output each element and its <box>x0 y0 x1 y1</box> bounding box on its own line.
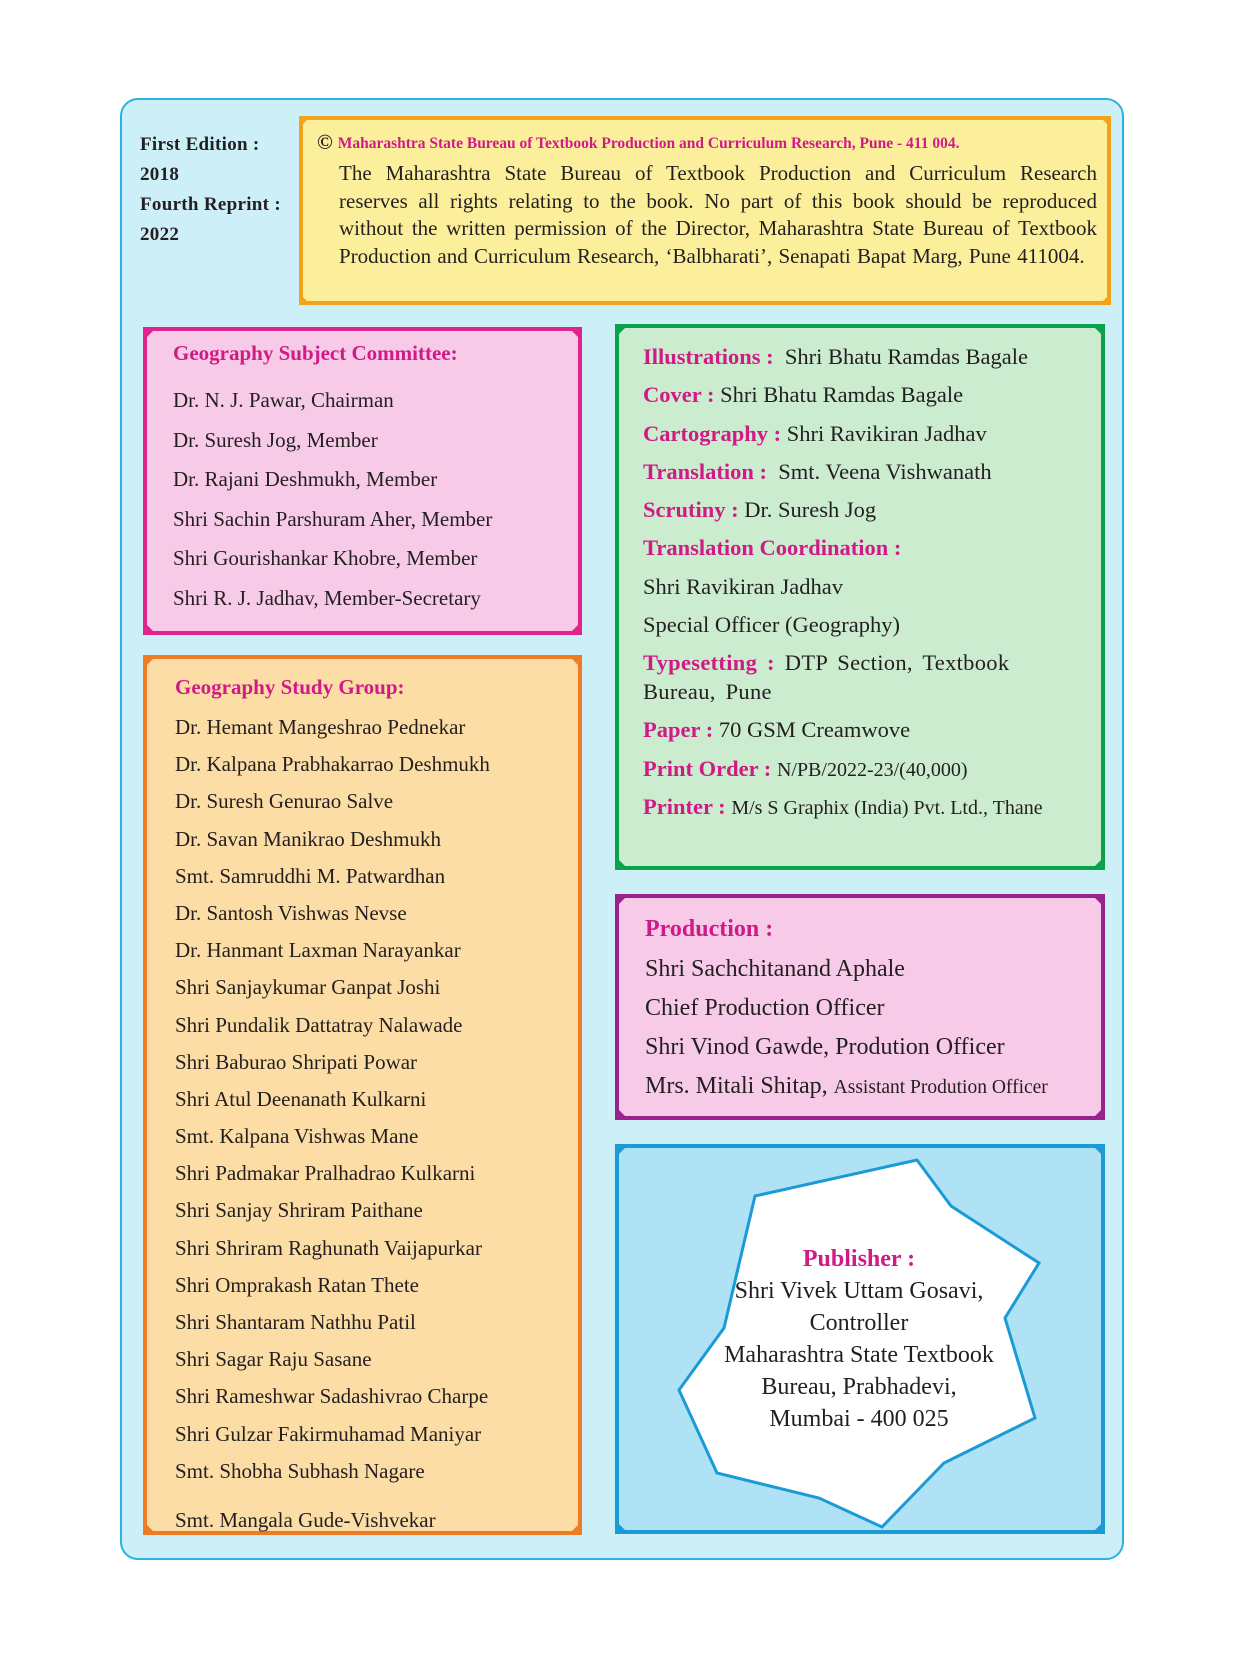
publisher-box <box>615 1144 1105 1534</box>
list-item: Dr. Suresh Genurao Salve <box>175 789 394 814</box>
subject-committee-title: Geography Subject Committee: <box>173 341 458 365</box>
publisher-line: Maharashtra State Textbook <box>724 1342 994 1368</box>
study-group-list <box>175 713 490 1532</box>
first-edition-label: First Edition : <box>140 134 260 155</box>
copyright-icon: © <box>317 130 333 154</box>
list-item: Smt. Samruddhi M. Patwardhan <box>175 863 446 888</box>
subject-committee-box <box>143 327 582 635</box>
list-item: Shri Sachin Parshuram Aher, Member <box>173 506 493 531</box>
list-item: Shri Omprakash Ratan Thete <box>175 1272 419 1297</box>
list-item: Smt. Mangala Gude-Vishvekar <box>175 1508 436 1532</box>
first-edition-year: 2018 <box>140 164 180 185</box>
list-item: Dr. Hemant Mangeshrao Pednekar <box>175 715 466 739</box>
credit-label: Cartography : <box>643 420 782 446</box>
copyright-body: The Maharashtra State Bureau of Textbook Production and Curriculum Research reserves all rights relating to the book. No part of this book should be reproduced without the written permission of the Director, Maharashtra State Bureau of Textbook Production and Curriculum Research, ‘Balbharati’, Senapati Bapat Marg, Pune 411004. <box>339 161 1097 268</box>
list-item: Shri Sanjaykumar Ganpat Joshi <box>175 975 441 1000</box>
credit-value: M/s S Graphix (India) Pvt. Ltd., Thane <box>731 796 1043 819</box>
publisher-line: Controller <box>809 1310 909 1336</box>
study-group-title: Geography Study Group: <box>175 675 405 699</box>
list-item: Dr. Santosh Vishwas Nevse <box>175 900 407 925</box>
credit-coordination-name: Shri Ravikiran Jadhav <box>643 573 843 599</box>
credit-print-order <box>643 754 1087 792</box>
production-list <box>645 954 1048 1110</box>
list-item: Dr. Savan Manikrao Deshmukh <box>175 826 441 851</box>
credit-coordination-role: Special Officer (Geography) <box>643 612 900 638</box>
publisher-title: Publisher : <box>802 1246 916 1272</box>
credit-label: Translation Coordination : <box>643 535 902 561</box>
credit-label: Cover : <box>643 382 715 408</box>
copyright-heading <box>317 130 1099 155</box>
list-item: Dr. Rajani Deshmukh, Member <box>173 467 438 491</box>
credit-label: Paper : <box>643 717 714 743</box>
credit-value: Dr. Suresh Jog <box>744 497 877 523</box>
credit-coordination <box>643 533 1087 571</box>
credit-label: Translation : <box>643 458 767 484</box>
list-item: Shri Gulzar Fakirmuhamad Maniyar <box>175 1421 482 1446</box>
publisher-line: Shri Vivek Uttam Gosavi, <box>734 1278 984 1304</box>
copyright-heading-text: Maharashtra State Bureau of Textbook Production and Curriculum Research, Pune - 411 004. <box>337 135 960 152</box>
list-item: Shri Pundalik Dattatray Nalawade <box>175 1012 463 1037</box>
credit-label: Print Order : <box>643 755 772 781</box>
credit-value: Shri Bhatu Ramdas Bagale <box>720 382 964 408</box>
credit-scrutiny <box>643 495 1087 533</box>
list-item: Shri Baburao Shripati Powar <box>175 1049 418 1074</box>
credit-value: N/PB/2022-23/(40,000) <box>776 758 968 781</box>
credit-label: Scrutiny : <box>643 497 739 523</box>
credits-box <box>615 324 1105 870</box>
credit-label: Printer : <box>643 793 726 819</box>
credit-value: Smt. Veena Vishwanath <box>778 458 992 484</box>
edition-info <box>140 130 300 250</box>
list-item <box>645 1071 1048 1110</box>
credit-illustrations <box>643 342 1087 380</box>
credit-label: Illustrations : <box>643 344 774 369</box>
list-item: Shri Sachchitanand Aphale <box>645 956 905 982</box>
credit-paper <box>643 715 1087 753</box>
list-item: Shri Shantaram Nathhu Patil <box>175 1310 416 1334</box>
list-item: Dr. Suresh Jog, Member <box>173 427 378 452</box>
copyright-box <box>299 116 1111 305</box>
credit-cartography <box>643 419 1087 457</box>
list-item: Shri Padmakar Pralhadrao Kulkarni <box>175 1161 476 1186</box>
list-item: Shri Rameshwar Sadashivrao Charpe <box>175 1384 489 1409</box>
fourth-reprint-label: Fourth Reprint : <box>140 194 281 215</box>
publisher-line: Bureau, Prabhadevi, <box>761 1374 957 1400</box>
credit-value: Shri Bhatu Ramdas Bagale <box>784 344 1028 369</box>
list-item: Smt. Kalpana Vishwas Mane <box>175 1124 419 1149</box>
list-item: Smt. Shobha Subhash Nagare <box>175 1458 425 1483</box>
publisher-line: Mumbai - 400 025 <box>769 1406 949 1432</box>
subject-committee-list <box>173 386 492 623</box>
list-item: Shri Vinod Gawde, Prodution Officer <box>645 1034 1005 1060</box>
list-item: Chief Production Officer <box>645 995 885 1021</box>
production-box <box>615 894 1105 1120</box>
production-title: Production : <box>645 916 774 942</box>
list-item: Dr. Hanmant Laxman Narayankar <box>175 938 461 963</box>
list-item: Shri Atul Deenanath Kulkarni <box>175 1086 427 1111</box>
list-item: Shri Gourishankar Khobre, Member <box>173 546 478 570</box>
list-item: Shri Shriram Raghunath Vaijapurkar <box>175 1235 482 1260</box>
credit-typesetting <box>643 648 1087 715</box>
fourth-reprint-year: 2022 <box>140 224 180 245</box>
credit-label: Typesetting : <box>643 650 775 676</box>
credit-value: Shri Ravikiran Jadhav <box>786 420 987 446</box>
credit-value: 70 GSM Creamwove <box>718 717 911 743</box>
credit-translation <box>643 457 1087 495</box>
credit-value: DTP Section, Textbook Bureau, Pune <box>643 650 1010 705</box>
credit-cover <box>643 380 1087 418</box>
publisher-text <box>709 1243 1009 1435</box>
production-role: Assistant Prodution Officer <box>833 1077 1048 1098</box>
list-item: Dr. Kalpana Prabhakarrao Deshmukh <box>175 752 490 777</box>
list-item: Shri R. J. Jadhav, Member-Secretary <box>173 585 481 610</box>
credit-printer <box>643 792 1087 830</box>
study-group-box <box>143 655 582 1535</box>
production-name: Mrs. Mitali Shitap, <box>645 1073 828 1099</box>
list-item: Shri Sanjay Shriram Paithane <box>175 1198 423 1223</box>
list-item: Dr. N. J. Pawar, Chairman <box>173 388 394 412</box>
list-item: Shri Sagar Raju Sasane <box>175 1347 372 1372</box>
